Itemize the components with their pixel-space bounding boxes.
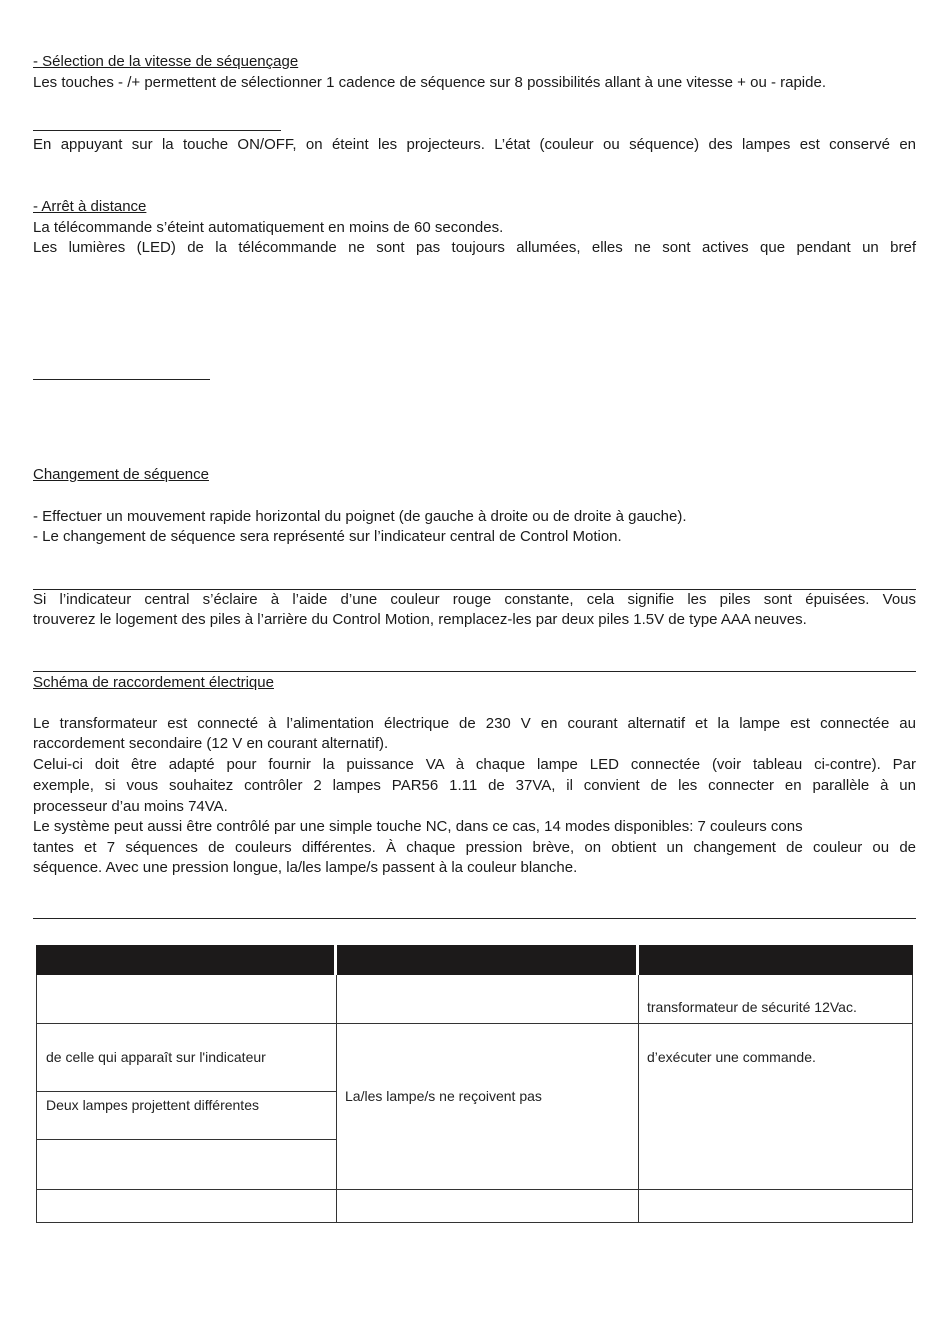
wiring-line: Celui-ci doit être adapté pour fournir la puissance VA à chaque lampe LED connectée (voir tableau ci-contre). Par bbox=[33, 756, 916, 773]
battery-paragraph-2: trouverez le logement des piles à l’arrière du Control Motion, remplacez-les par deux piles 1.5V de type AAA neuves. bbox=[33, 611, 807, 628]
remote-paragraph-2: Les lumières (LED) de la télécommande ne sont pas toujours allumées, elles ne sont actives que pendant un bref bbox=[33, 239, 916, 256]
troubleshooting-table bbox=[36, 945, 913, 1223]
wiring-heading: Schéma de raccordement électrique bbox=[33, 674, 274, 691]
table-border bbox=[36, 1139, 336, 1140]
speed-heading: - Sélection de la vitesse de séquençage bbox=[33, 53, 299, 70]
table-border bbox=[638, 975, 639, 1223]
battery-paragraph-1: Si l’indicateur central s’éclaire à l’aide d’une couleur rouge constante, cela signifie les piles sont épuisées. Vous bbox=[33, 591, 916, 608]
table-header-cell bbox=[36, 945, 334, 975]
heading-underline-section bbox=[33, 379, 210, 380]
wiring-line: processeur d’au moins 74VA. bbox=[33, 798, 228, 815]
table-cell-text: de celle qui apparaît sur l'indicateur bbox=[46, 1049, 266, 1065]
heading-underline-onoff bbox=[33, 130, 281, 131]
table-cell-text: transformateur de sécurité 12Vac. bbox=[647, 999, 857, 1015]
wiring-line: exemple, si vous souhaitez contrôler 2 lampes PAR56 1.11 de 37VA, il convient de les connecter en parallèle à un bbox=[33, 777, 916, 794]
wiring-line: raccordement secondaire (12 V en courant alternatif). bbox=[33, 735, 389, 752]
table-header-cell bbox=[337, 945, 636, 975]
divider-table bbox=[33, 918, 916, 919]
sequence-item-1: - Effectuer un mouvement rapide horizontal du poignet (de gauche à droite ou de droite à gauche). bbox=[33, 508, 687, 525]
wiring-line: Le transformateur est connecté à l’alimentation électrique de 230 V en courant alternatif et la lampe est connectée au bbox=[33, 715, 916, 732]
sequence-item-2: - Le changement de séquence sera représenté sur l’indicateur central de Control Motion. bbox=[33, 528, 622, 545]
remote-heading: - Arrêt à distance bbox=[33, 198, 147, 215]
sequence-heading: Changement de séquence bbox=[33, 466, 209, 483]
table-cell-text: La/les lampe/s ne reçoivent pas bbox=[345, 1088, 542, 1104]
table-border bbox=[36, 1023, 913, 1024]
table-header-cell bbox=[639, 945, 913, 975]
onoff-paragraph: En appuyant sur la touche ON/OFF, on éteint les projecteurs. L’état (couleur ou séquence) des lampes est conservé en bbox=[33, 136, 916, 153]
remote-paragraph-1: La télécommande s’éteint automatiquement en moins de 60 secondes. bbox=[33, 219, 504, 236]
table-border bbox=[36, 1222, 913, 1223]
table-border bbox=[912, 975, 913, 1223]
table-border bbox=[336, 975, 337, 1223]
speed-paragraph: Les touches - /+ permettent de sélectionner 1 cadence de séquence sur 8 possibilités allant à une vitesse + ou - rapide. bbox=[33, 74, 826, 91]
divider-wiring bbox=[33, 671, 916, 672]
table-cell-text: d’exécuter une commande. bbox=[647, 1049, 816, 1065]
table-cell-text: Deux lampes projettent différentes bbox=[46, 1097, 259, 1113]
table-border bbox=[36, 1091, 336, 1092]
wiring-line: séquence. Avec une pression longue, la/les lampe/s passent à la couleur blanche. bbox=[33, 859, 578, 876]
table-border bbox=[36, 975, 37, 1223]
wiring-line: tantes et 7 séquences de couleurs différentes. À chaque pression brève, on obtient un changement de couleur ou de bbox=[33, 839, 916, 856]
table-border bbox=[36, 1189, 913, 1190]
wiring-line: Le système peut aussi être contrôlé par une simple touche NC, dans ce cas, 14 modes disponibles: 7 couleurs cons bbox=[33, 818, 803, 835]
